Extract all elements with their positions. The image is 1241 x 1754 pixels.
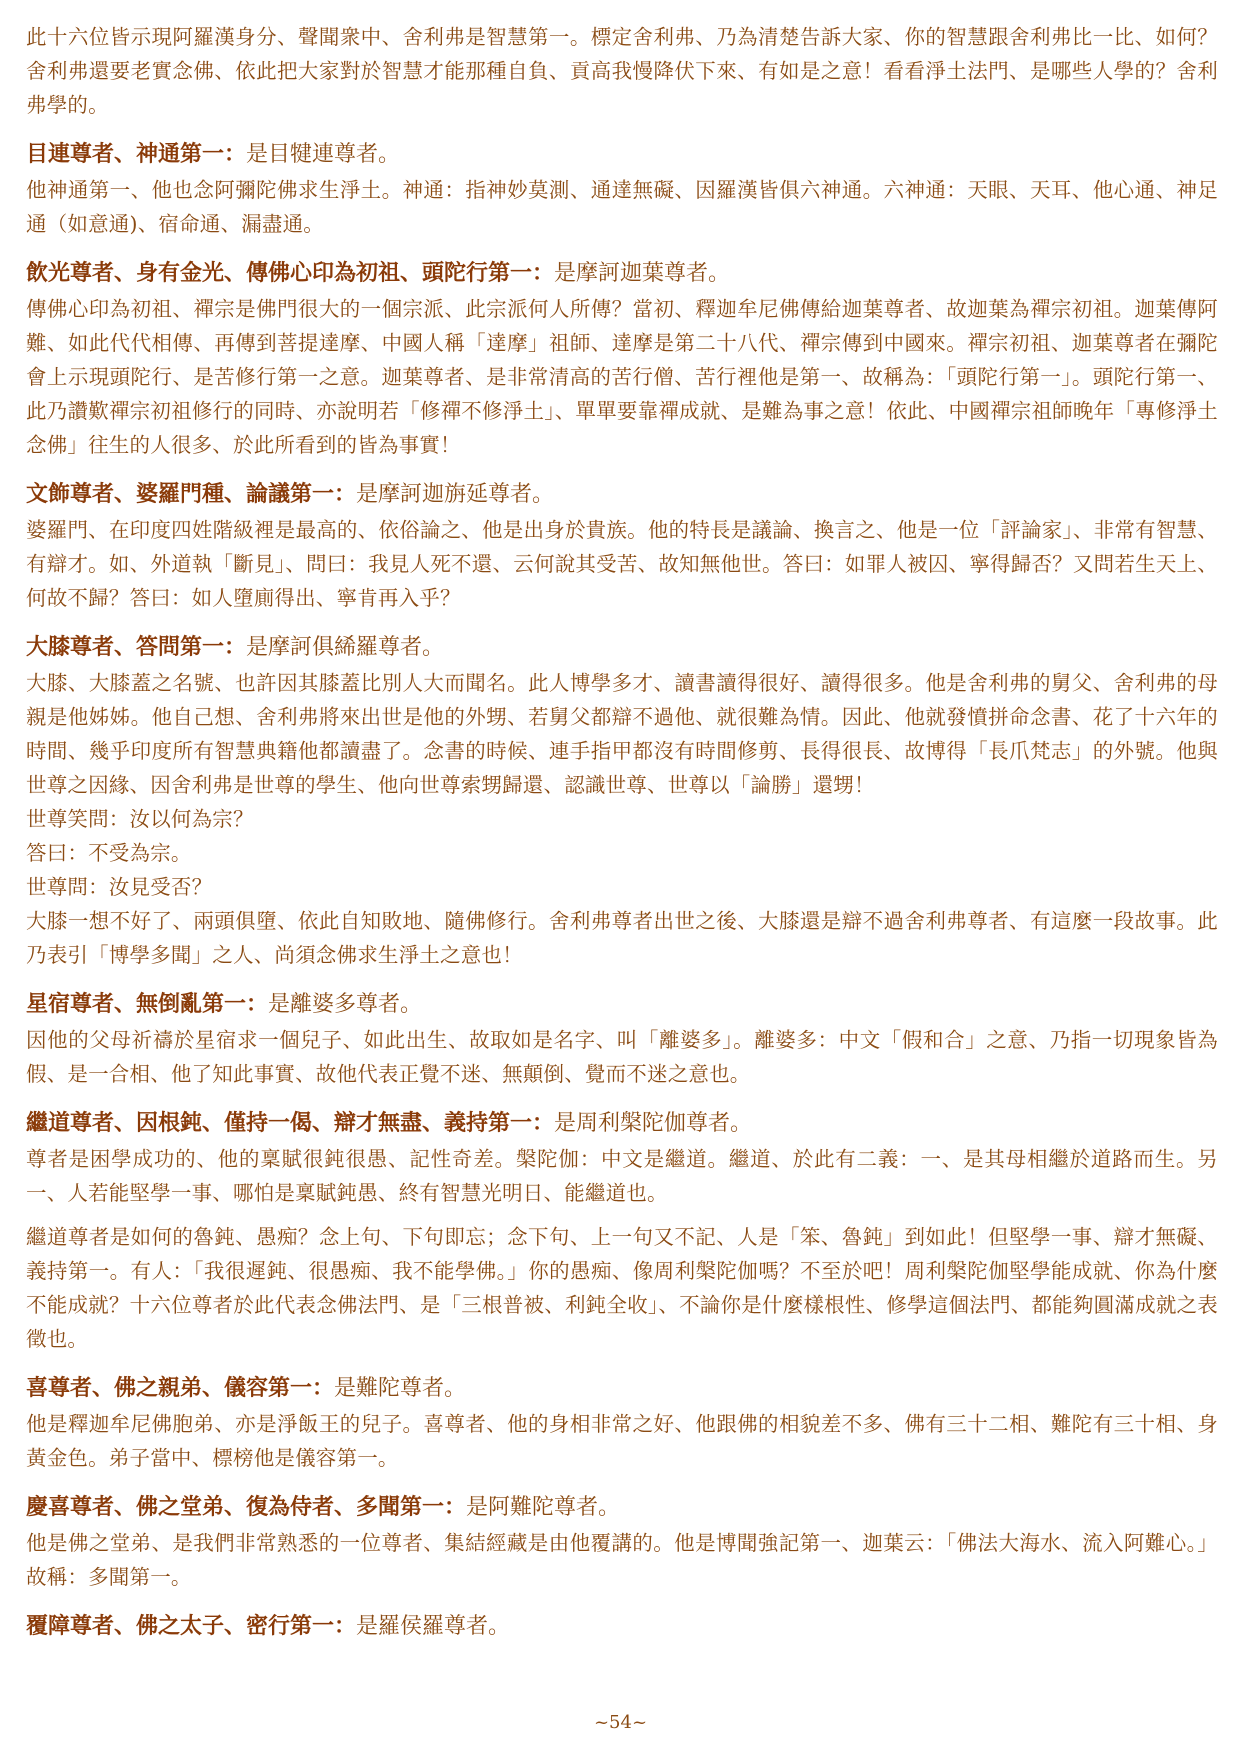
heading-title: 覆障尊者、佛之太子、密行第一：: [26, 1613, 357, 1639]
heading-title: 大膝尊者、答問第一：: [26, 634, 247, 660]
heading-subject: 是摩訶俱絺羅尊者。: [246, 635, 445, 660]
heading-subject: 是目犍連尊者。: [246, 142, 401, 167]
heading-subject: 是離婆多尊者。: [268, 992, 423, 1017]
section-heading: [26, 986, 1218, 1023]
heading-subject: 是阿難陀尊者。: [466, 1495, 621, 1520]
section-paragraph: 繼道尊者是如何的魯鈍、愚痴？念上句、下句即忘；念下句、上一句又不記、人是「笨、魯鈍」到如此！但堅學一事、辯才無礙、義持第一。有人：「我很遲鈍、很愚痴、我不能學佛。」你的愚痴、像周利槃陀伽嗎？不至於吧！周利槃陀伽堅學能成就、你為什麼不能成就？十六位尊者於此代表念佛法門、是「三根普被、利鈍全收」、不論你是什麼樣根性、修學這個法門、都能夠圓滿成就之表徵也。: [26, 1225, 1218, 1351]
section-paragraph: 因他的父母祈禱於星宿求一個兒子、如此出生、故取如是名字、叫「離婆多」。離婆多：中文「假和合」之意、乃指一切現象皆為假、是一合相、他了知此事實、故他代表正覺不迷、無顛倒、覺而不迷之意也。: [26, 1028, 1218, 1086]
heading-subject: 是周利槃陀伽尊者。: [554, 1111, 753, 1136]
section-ananda: [26, 1489, 1218, 1594]
heading-title: 文飾尊者、婆羅門種、論議第一：: [26, 481, 357, 507]
section-heading: [26, 629, 1218, 666]
section-rahula: [26, 1608, 1218, 1645]
section-heading: [26, 1489, 1218, 1526]
heading-title: 目連尊者、神通第一：: [26, 141, 247, 167]
section-revata: [26, 986, 1218, 1091]
section-paragraph: 尊者是困學成功的、他的稟賦很鈍很愚、記性奇差。槃陀伽：中文是繼道。繼道、於此有二義：一、是其母相繼於道路而生。另一、人若能堅學一事、哪怕是稟賦鈍愚、終有智慧光明日、能繼道也。: [26, 1147, 1218, 1205]
section-heading: [26, 1370, 1218, 1407]
dialogue-line: 世尊問：汝見受否？: [26, 875, 213, 899]
dialogue-line: 世尊笑問：汝以何為宗？: [26, 807, 254, 831]
section-paragraph: 他神通第一、他也念阿彌陀佛求生淨土。神通：指神妙莫測、通達無礙、因羅漢皆俱六神通。六神通：天眼、天耳、他心通、神足通（如意通)、宿命通、漏盡通。: [26, 178, 1218, 236]
heading-title: 繼道尊者、因根鈍、僅持一偈、辯才無盡、義持第一：: [26, 1110, 555, 1136]
section-heading: [26, 136, 1218, 173]
heading-title: 喜尊者、佛之親弟、儀容第一：: [26, 1375, 335, 1401]
section-paragraph: 大膝、大膝蓋之名號、也許因其膝蓋比別人大而聞名。此人博學多才、讀書讀得很好、讀得很多。他是舍利弗的舅父、舍利弗的母親是他姊姊。他自己想、舍利弗將來出世是他的外甥、若舅父都辯不過他、就很難為情。因此、他就發憤拼命念書、花了十六年的時間、幾乎印度所有智慧典籍他都讀盡了。念書的時候、連手指甲都沒有時間修剪、長得很長、故博得「長爪梵志」的外號。他與世尊之因緣、因舍利弗是世尊的學生、他向世尊索甥歸還、認識世尊、世尊以「論勝」還甥！: [26, 671, 1218, 797]
section-paragraph: 傳佛心印為初祖、禪宗是佛門很大的一個宗派、此宗派何人所傳？當初、釋迦牟尼佛傳給迦葉尊者、故迦葉為禪宗初祖。迦葉傳阿難、如此代代相傳、再傳到菩提達摩、中國人稱「達摩」祖師、達摩是第二十八代、禪宗傳到中國來。禪宗初祖、迦葉尊者在彌陀會上示現頭陀行、是苦修行第一之意。迦葉尊者、是非常清高的苦行僧、苦行裡他是第一、故稱為：「頭陀行第一」。頭陀行第一、此乃讚歎禪宗初祖修行的同時、亦說明若「修禪不修淨土」、單單要靠禪成就、是難為事之意！依此、中國禪宗祖師晚年「專修淨土念佛」往生的人很多、於此所看到的皆為事實！: [26, 297, 1218, 457]
heading-title: 飲光尊者、身有金光、傳佛心印為初祖、頭陀行第一：: [26, 260, 555, 286]
section-heading: [26, 476, 1218, 513]
heading-subject: 是摩訶迦旃延尊者。: [356, 482, 555, 507]
section-kausthila: [26, 629, 1218, 972]
section-heading: [26, 1608, 1218, 1645]
document-page: [26, 20, 1218, 1645]
section-mulian: [26, 136, 1218, 241]
section-paragraph: 他是釋迦牟尼佛胞弟、亦是淨飯王的兒子。喜尊者、他的身相非常之好、他跟佛的相貌差不多、佛有三十二相、難陀有三十相、身黃金色。弟子當中、標榜他是儀容第一。: [26, 1412, 1218, 1470]
intro-paragraph: 此十六位皆示現阿羅漢身分、聲聞衆中、舍利弗是智慧第一。標定舍利弗、乃為清楚告訴大家、你的智慧跟舍利弗比一比、如何？舍利弗還要老實念佛、依此把大家對於智慧才能那種自負、貢高我慢降伏下來、有如是之意！看看淨土法門、是哪些人學的？舍利弗學的。: [26, 25, 1218, 117]
section-kasyapa: [26, 255, 1218, 462]
dialogue-line: 答曰：不受為宗。: [26, 841, 192, 865]
section-paragraph: 婆羅門、在印度四姓階級裡是最高的、依俗論之、他是出身於貴族。他的特長是議論、換言之、他是一位「評論家」、非常有智慧、有辯才。如、外道執「斷見」、問曰：我見人死不還、云何說其受苦、故知無他世。答曰：如罪人被囚、寧得歸否？又問若生天上、何故不歸？答曰：如人墮廁得出、寧肯再入乎？: [26, 518, 1218, 610]
heading-title: 慶喜尊者、佛之堂弟、復為侍者、多聞第一：: [26, 1494, 467, 1520]
section-cudapanthaka: [26, 1105, 1218, 1356]
heading-subject: 是摩訶迦葉尊者。: [554, 261, 731, 286]
section-paragraph: 大膝一想不好了、兩頭俱墮、依此自知敗地、隨佛修行。舍利弗尊者出世之後、大膝還是辯不過舍利弗尊者、有這麼一段故事。此乃表引「博學多聞」之人、尚須念佛求生淨土之意也！: [26, 909, 1218, 967]
section-nanda: [26, 1370, 1218, 1475]
page-number: ~54~: [593, 1712, 648, 1733]
section-heading: [26, 255, 1218, 292]
section-heading: [26, 1105, 1218, 1142]
section-katyayana: [26, 476, 1218, 615]
heading-title: 星宿尊者、無倒亂第一：: [26, 991, 269, 1017]
section-paragraph: 他是佛之堂弟、是我們非常熟悉的一位尊者、集結經藏是由他覆講的。他是博聞強記第一、迦葉云：「佛法大海水、流入阿難心。」故稱：多聞第一。: [26, 1531, 1218, 1589]
heading-subject: 是難陀尊者。: [334, 1376, 467, 1401]
heading-subject: 是羅侯羅尊者。: [356, 1614, 511, 1639]
